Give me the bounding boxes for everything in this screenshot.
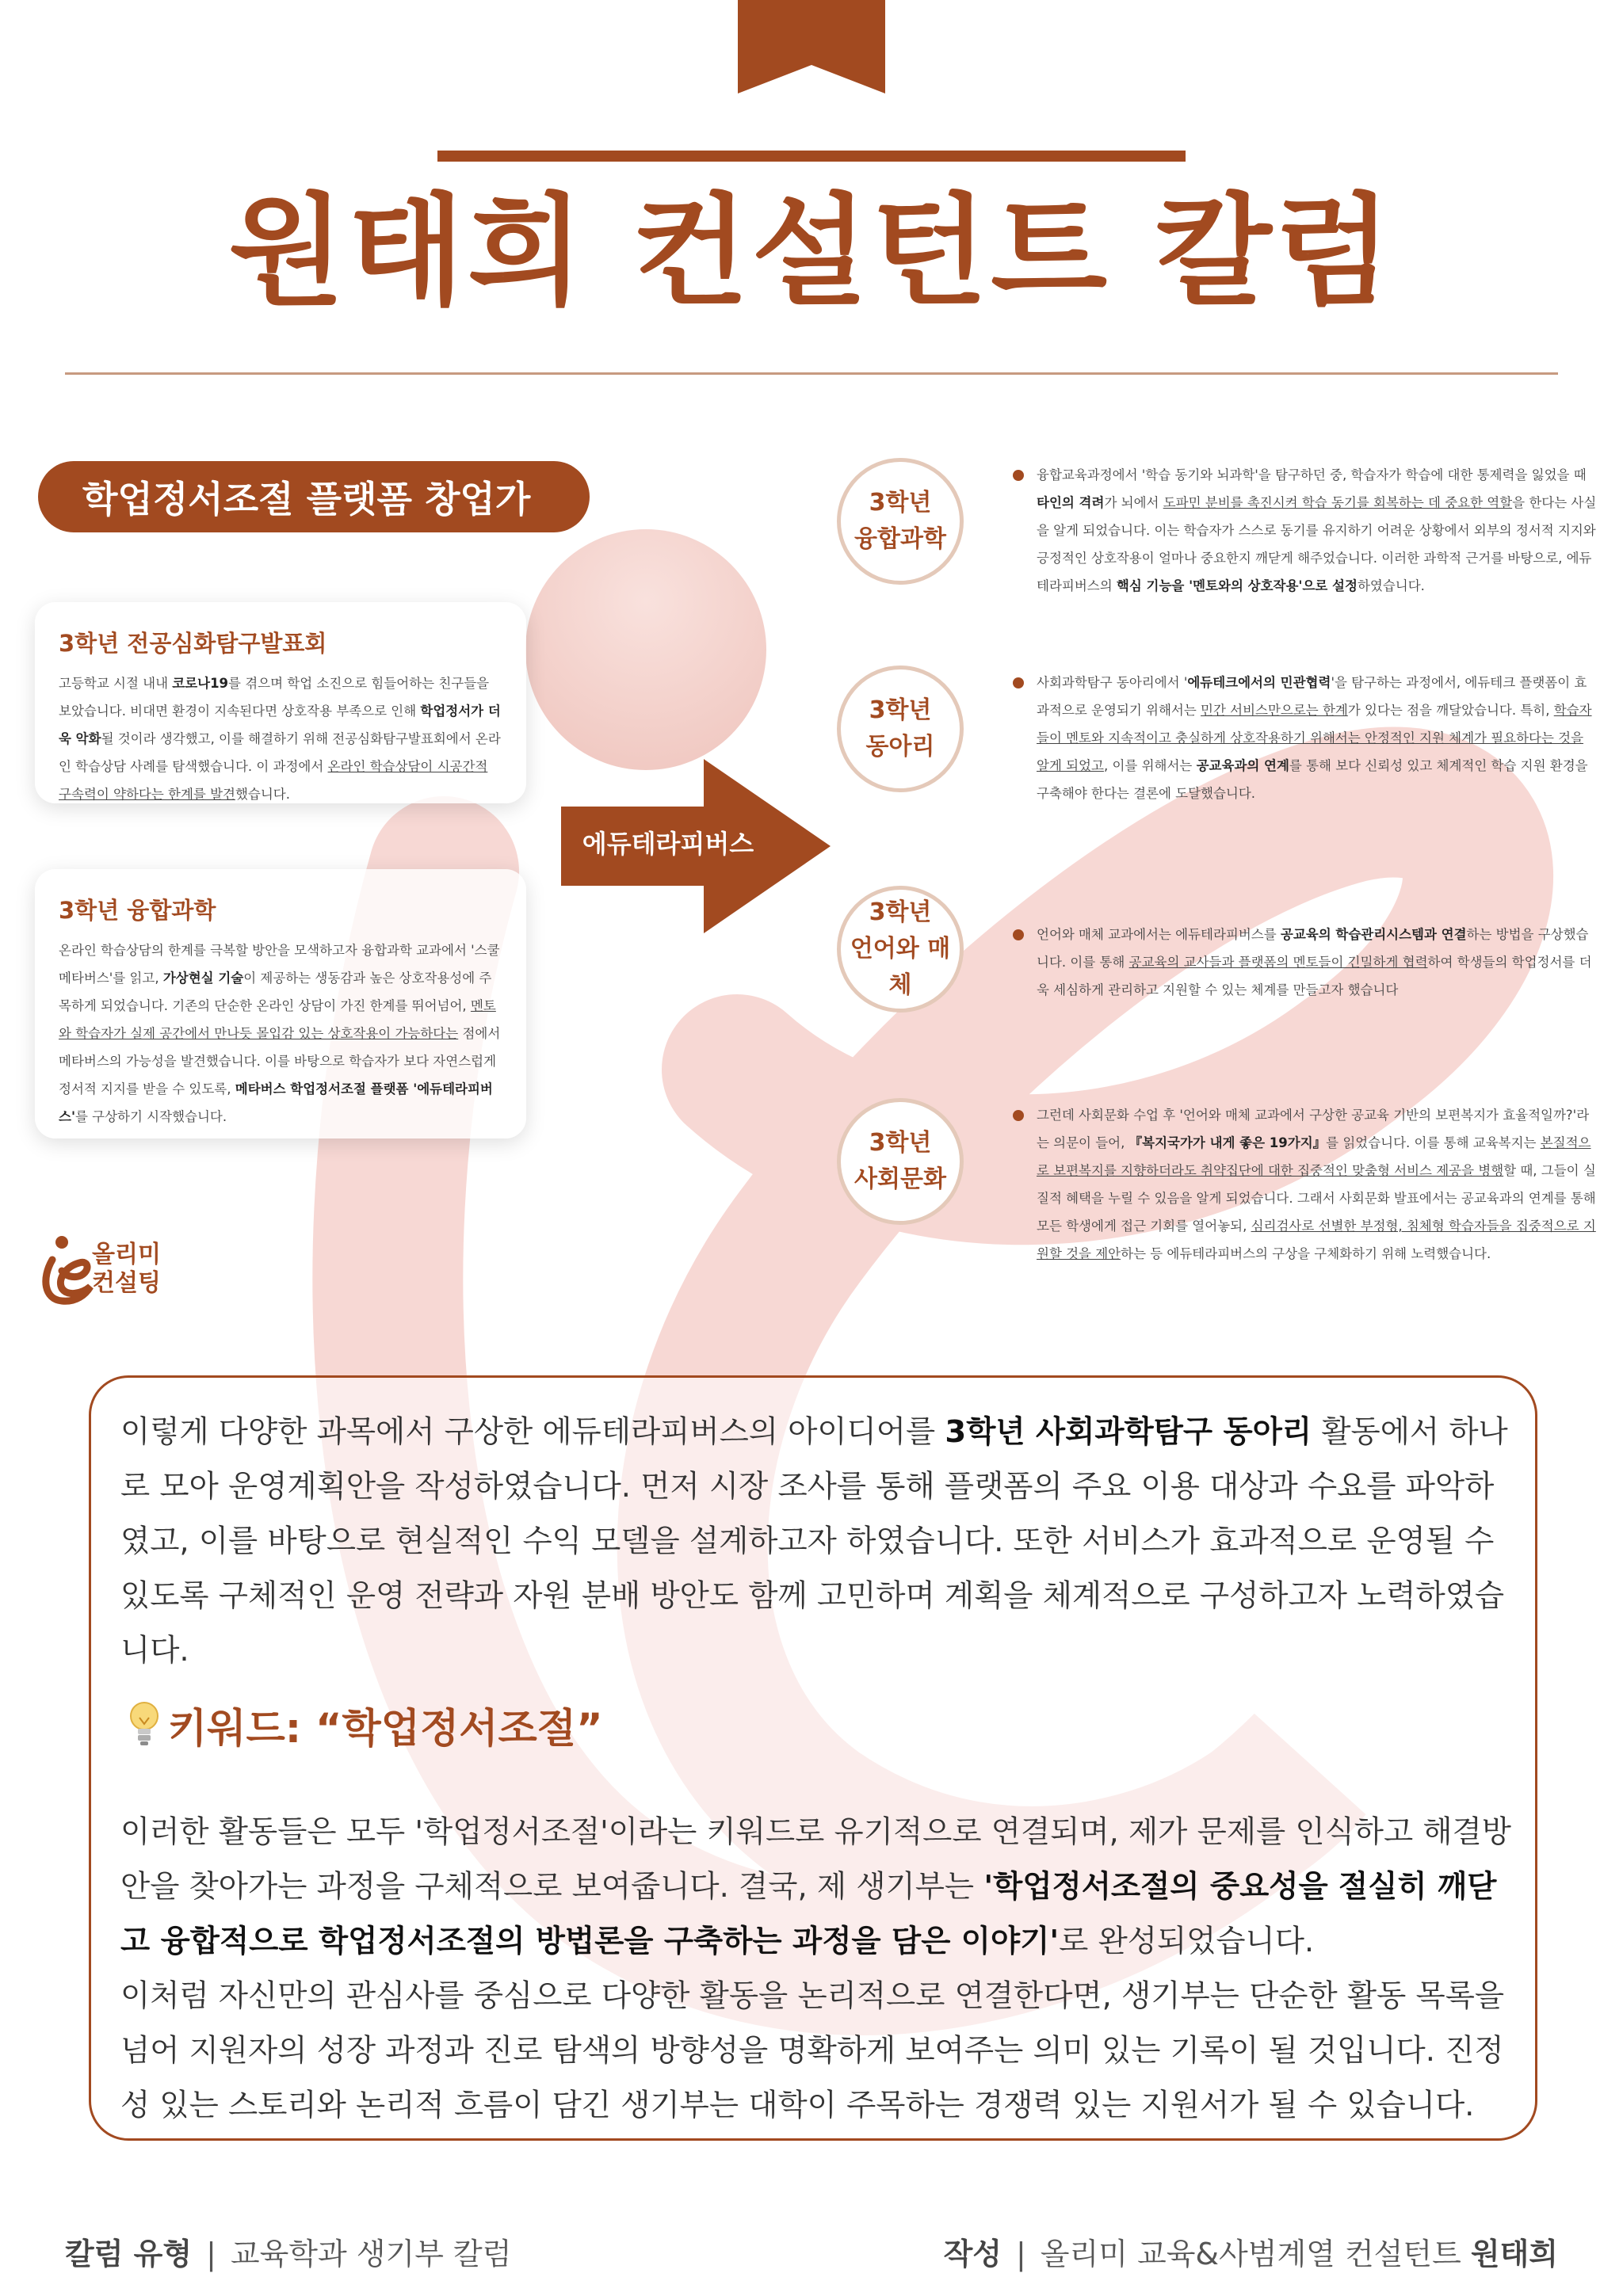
page-title: 원태희 컨설턴트 칼럼 xyxy=(228,181,1395,322)
logo-text: 올리미 컨설팅 xyxy=(92,1241,161,1297)
card-convergence-science xyxy=(35,869,526,1138)
summary-paragraph: 이렇게 다양한 과목에서 구상한 에듀테라피버스의 아이디어를 3학년 사회과학탐구 동아리 활동에서 하나로 모아 운영계획안을 작성하였습니다. 먼저 시장 조사를 통해 플랫폼의 주요 이용 대상과 수요를 파악하였고, 이를 바탕으로 현실적인 수익 모델을 설계하고자 하였습니다. 또한 서비스가 효과적으로 운영될 수 있도록 구체적인 운영 전략과 자원 분배 방안도 함께 고민하며 계획을 체계적으로 구성하고자 노력하였습니다. xyxy=(120,1414,1508,1669)
keyword-title: 키워드: “학업정서조절” xyxy=(168,1706,603,1753)
card-title: 3학년 융합과학 xyxy=(59,897,216,924)
keyword-heading xyxy=(127,1695,603,1754)
card-title: 3학년 전공심화탐구발표회 xyxy=(59,630,327,657)
role-pill: 학업정서조절 플랫폼 창업가 xyxy=(38,461,590,532)
note-language-media: 언어와 매체 교과에서는 에듀테라피버스를 공교육의 학습관리시스템과 연결하는 방법을 구상했습니다. 이를 통해 공교육의 교사들과 플랫폼의 멘토들이 긴밀하게 협력하여 학생들의 학업정서를 더욱 세심하게 관리하고 지원할 수 있는 체계를 만들고자 했습니다 xyxy=(1037,927,1592,997)
conclusion-paragraph: 이러한 활동들은 모두 '학업정서조절'이라는 키워드로 유기적으로 연결되며, 제가 문제를 인식하고 해결방안을 찾아가는 과정을 구체적으로 보여줍니다. 결국, 제 생기부는 '학업정서조절의 중요성을 절실히 깨닫고 융합적으로 학업정서조절의 방법론을 구축하는 과정을 담은 이야기'로 완성되었습니다. 이처럼 자신만의 관심사를 중심으로 다양한 활동을 논리적으로 연결한다면, 생기부는 단순한 활동 목록을 넘어 지원자의 성장 과정과 진로 탐색의 방향성을 명확하게 보여주는 의미 있는 기록이 될 것입니다. 진정성 있는 스토리와 논리적 흐름이 담긴 생기부는 대학이 주목하는 경쟁력 있는 지원서가 될 수 있습니다. xyxy=(120,1814,1512,2123)
bullet-dot-icon xyxy=(1013,470,1024,481)
note-club: 사회과학탐구 동아리에서 '에듀테크에서의 민관협력'을 탐구하는 과정에서, 에듀테크 플랫폼이 효과적으로 운영되기 위해서는 민간 서비스만으로는 한계가 있다는 점을 깨달았습니다. 특히, 학습자들이 멘토와 지속적이고 충실하게 상호작용하기 위해서는 안정적인 지원 체계가 필요하다는 것을 알게 되었고, 이를 위해서는 공교육과의 연계를 통해 보다 신뢰성 있고 체계적인 학습 지원 환경을 구축해야 한다는 결론에 도달했습니다. xyxy=(1037,675,1592,801)
bullet-dot-icon xyxy=(1013,929,1024,940)
header-divider xyxy=(65,372,1558,375)
card-major-presentation xyxy=(35,602,526,803)
bullet-dot-icon xyxy=(1013,677,1024,688)
bullet-dot-icon xyxy=(1013,1110,1024,1121)
arrow-label: 에듀테라피버스 xyxy=(582,829,754,859)
footer-column-type: 칼럼 유형 | 교육학과 생기부 칼럼 xyxy=(65,2237,512,2271)
circle-club: 3학년 동아리 xyxy=(837,666,964,792)
note-society-culture: 그런데 사회문화 수업 후 '언어와 매체 교과에서 구상한 공교육 기반의 보편복지가 효율적일까?'라는 의문이 들어, 『복지국가가 내게 좋은 19가지』를 읽었습니다. 이를 통해 교육복지는 본질적으로 보편복지를 지향하더라도 취약집단에 대한 집중적인 맞춤형 서비스 제공을 병행할 때, 그들이 실질적 혜택을 누릴 수 있음을 알게 되었습니다. 그래서 사회문화 발표에서는 공교육과의 연계를 통해 모든 학생에게 접근 기회를 열어놓되, 심리검사로 선별한 부정형, 침체형 학습자들을 집중적으로 지원할 것을 제안하는 등 에듀테라피버스의 구상을 구체화하기 위해 노력했습니다. xyxy=(1037,1108,1596,1261)
circle-language-media: 3학년 언어와 매체 xyxy=(837,886,964,1013)
note-convergence-science: 융합교육과정에서 '학습 동기와 뇌과학'을 탐구하던 중, 학습자가 학습에 대한 통제력을 잃었을 때 타인의 격려가 뇌에서 도파민 분비를 촉진시켜 학습 동기를 회복하는 데 중요한 역할을 한다는 사실을 알게 되었습니다. 이는 학습자가 스스로 동기를 유지하기 어려운 상황에서 외부의 정서적 지지와 긍정적인 상호작용이 얼마나 중요한지 깨닫게 해주었습니다. 이러한 과학적 근거를 바탕으로, 에듀테라피버스의 핵심 기능을 '멘토와의 상호작용'으로 설정하였습니다. xyxy=(1037,467,1597,593)
card-body: 온라인 학습상담의 한계를 극복할 방안을 모색하고자 융합과학 교과에서 '스쿨 메타버스'를 읽고, 가상현실 기술이 제공하는 생동감과 높은 상호작용성에 주목하게 되었습니다. 기존의 단순한 온라인 상담이 가진 한계를 뛰어넘어, 멘토와 학습자가 실제 공간에서 만나듯 몰입감 있는 상호작용이 가능하다는 점에서 메타버스의 가능성을 발견했습니다. 이를 바탕으로 학습자가 보다 자연스럽게 정서적 지지를 받을 수 있도록, 메타버스 학업정서조절 플랫폼 '에듀테라피버스'를 구상하기 시작했습니다. xyxy=(59,943,501,1124)
title-bar xyxy=(437,151,1186,162)
footer-author: 작성 | 올리미 교육&사범계열 컨설턴트 원태희 xyxy=(943,2237,1558,2271)
card-body: 고등학교 시절 내내 코로나19를 겪으며 학업 소진으로 힘들어하는 친구들을 보았습니다. 비대면 환경이 지속된다면 상호작용 부족으로 인해 학업정서가 더욱 악화될 것이라 생각했고, 이를 해결하기 위해 전공심화탐구발표회에서 온라인 학습상담 사례를 탐색했습니다. 이 과정에서 온라인 학습상담이 시공간적 구속력이 약하다는 한계를 발견했습니다. xyxy=(59,676,501,802)
watermark-dot xyxy=(525,529,766,770)
bookmark-ribbon xyxy=(738,0,885,93)
circle-convergence-science: 3학년 융합과학 xyxy=(837,458,964,585)
lightbulb-icon xyxy=(127,1700,162,1749)
circle-society-culture: 3학년 사회문화 xyxy=(837,1098,964,1225)
